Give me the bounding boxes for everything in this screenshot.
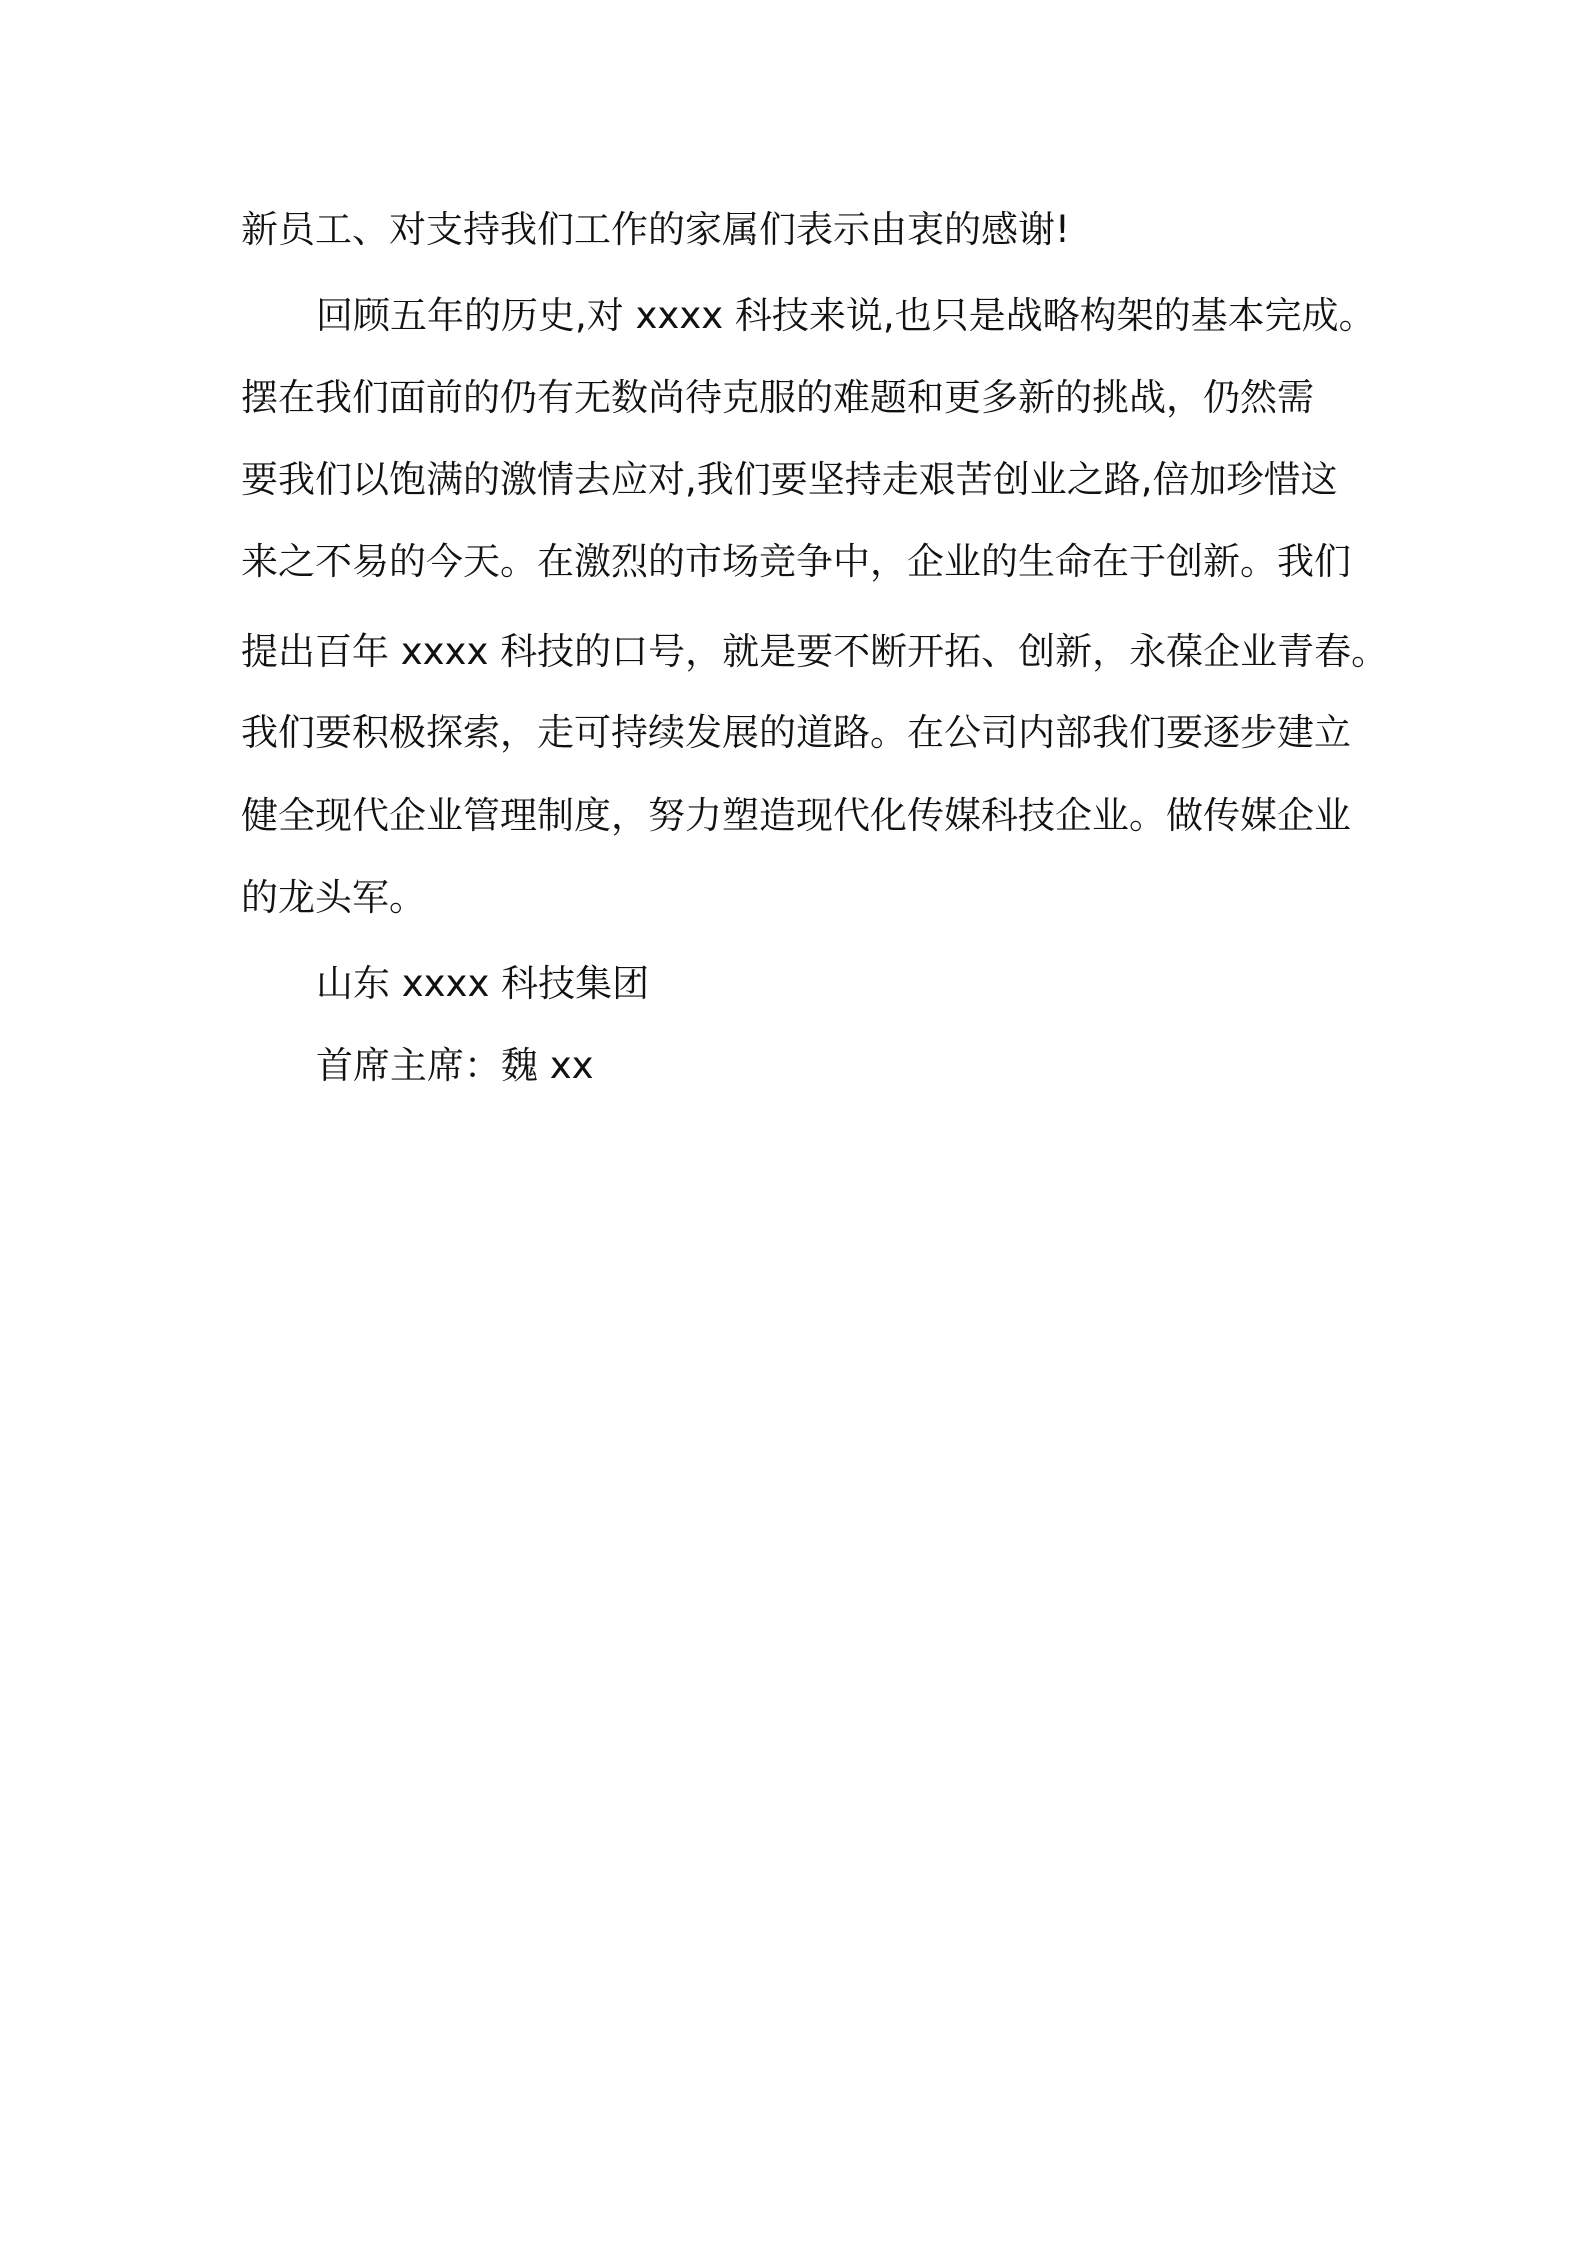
body-line-1: 新员工、对支持我们工作的家属们表示由衷的感谢!	[241, 208, 1070, 251]
body-line-8: 健全现代企业管理制度，努力塑造现代化传媒科技企业。做传媒企业	[241, 794, 1351, 837]
body-line-6: 提出百年 xxxx 科技的口号，就是要不断开拓、创新，永葆企业青春。	[241, 630, 1389, 673]
body-line-5: 来之不易的今天。在激烈的市场竞争中，企业的生命在于创新。我们	[241, 540, 1351, 583]
body-line-2: 回顾五年的历史,对 xxxx 科技来说,也只是战略构架的基本完成。	[316, 294, 1376, 337]
body-line-4: 要我们以饱满的激情去应对,我们要坚持走艰苦创业之路,倍加珍惜这	[241, 458, 1338, 501]
signature-organization: 山东 xxxx 科技集团	[316, 962, 650, 1005]
signature-signer: 首席主席：魏 xx	[316, 1044, 594, 1087]
body-line-7: 我们要积极探索，走可持续发展的道路。在公司内部我们要逐步建立	[241, 711, 1351, 754]
body-line-9: 的龙头军。	[241, 876, 426, 919]
body-line-3: 摆在我们面前的仍有无数尚待克服的难题和更多新的挑战，仍然需	[241, 376, 1314, 419]
